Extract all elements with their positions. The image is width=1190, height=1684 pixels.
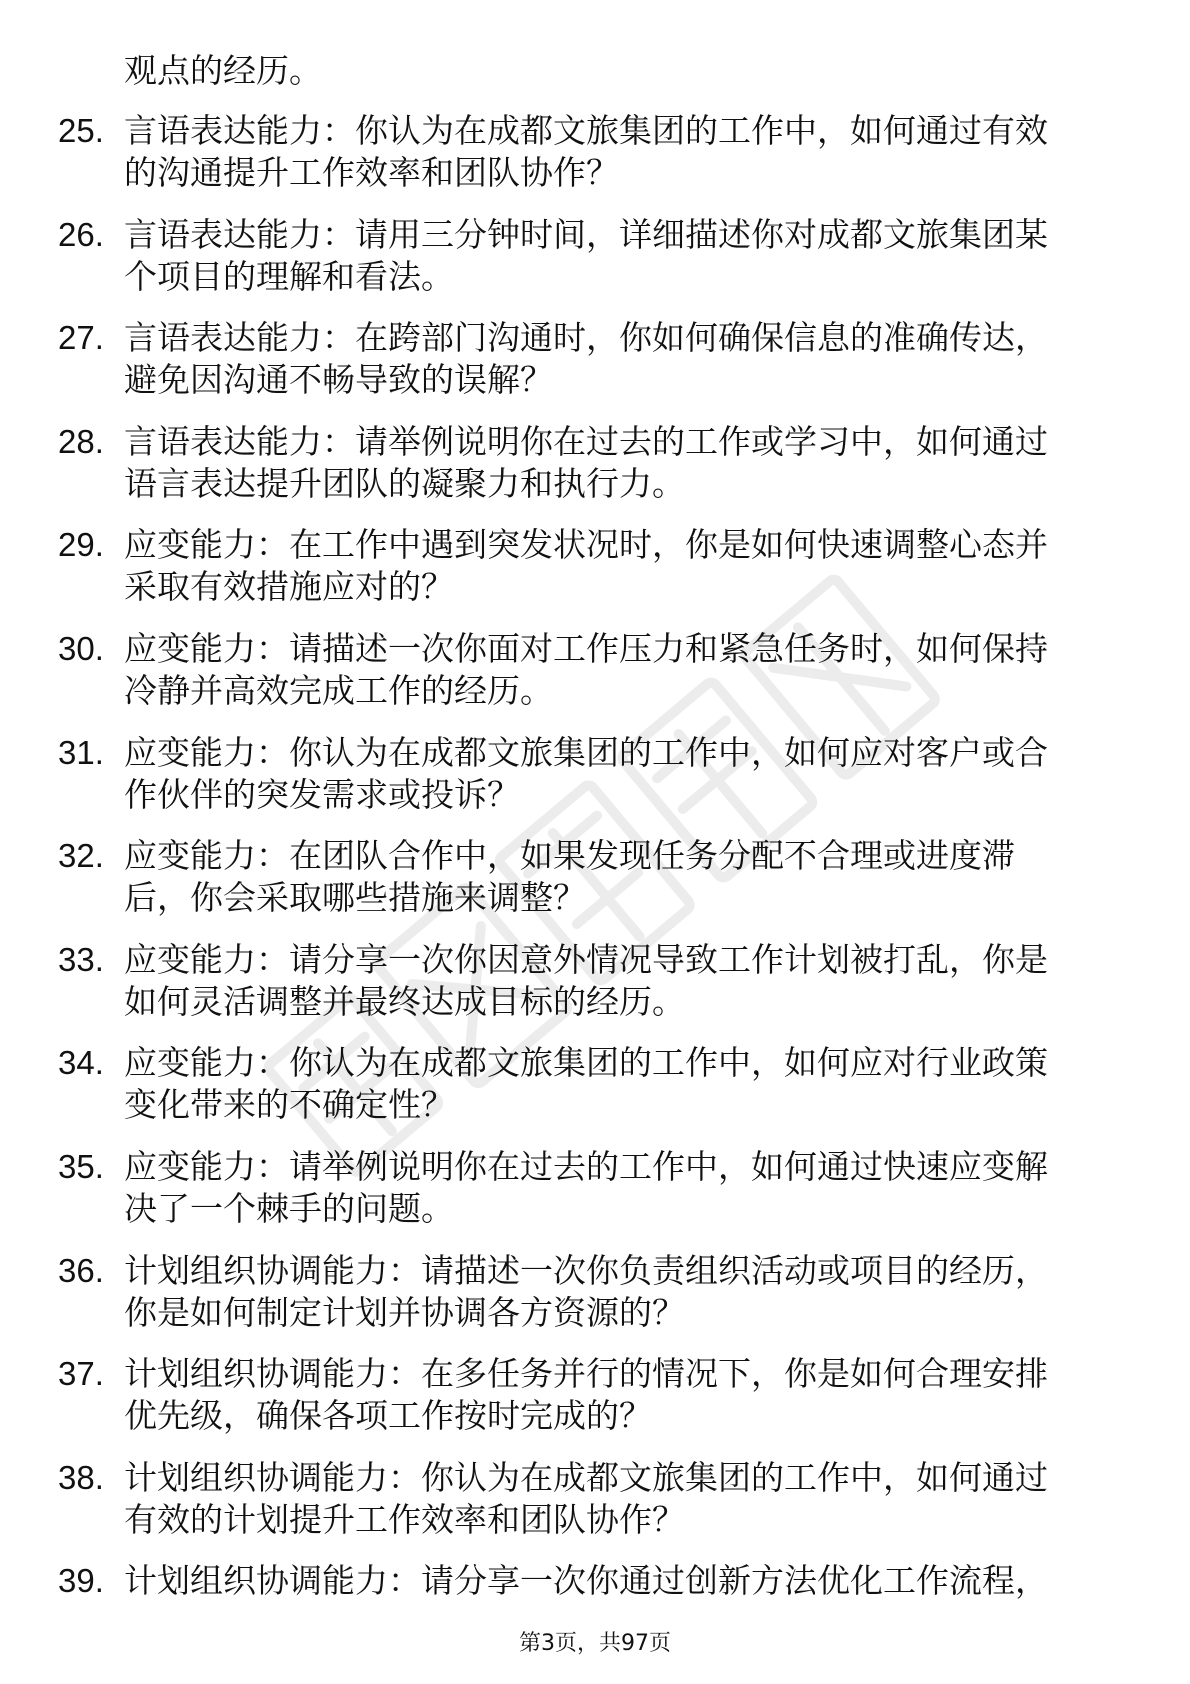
question-item	[0, 732, 1190, 816]
question-item	[0, 1353, 1190, 1437]
question-text-line: 计划组织协调能力：请分享一次你通过创新方法优化工作流程，	[124, 1561, 1048, 1601]
question-text-line: 后，你会采取哪些措施来调整？	[124, 878, 586, 918]
question-text-line: 应变能力：在团队合作中，如果发现任务分配不合理或进度滞	[124, 836, 1015, 876]
question-item	[0, 1042, 1190, 1126]
question-text	[124, 421, 1124, 505]
question-text-line: 作伙伴的突发需求或投诉？	[124, 774, 520, 814]
question-item	[0, 628, 1190, 712]
question-text-line: 应变能力：请描述一次你面对工作压力和紧急任务时，如何保持	[124, 628, 1048, 668]
question-text	[124, 1353, 1124, 1437]
question-number: 31.	[58, 733, 104, 771]
question-number: 34.	[58, 1044, 104, 1082]
question-number: 29.	[58, 526, 104, 564]
question-number: 38.	[58, 1458, 104, 1496]
page-footer: 第3页，共97页	[519, 1631, 671, 1656]
question-text-line: 计划组织协调能力：你认为在成都文旅集团的工作中，如何通过	[124, 1457, 1048, 1497]
question-text-line: 应变能力：你认为在成都文旅集团的工作中，如何应对行业政策	[124, 1043, 1048, 1083]
question-item	[0, 421, 1190, 505]
question-text	[124, 1250, 1124, 1334]
question-number: 25.	[58, 112, 104, 149]
question-text	[124, 628, 1124, 712]
question-text-line: 应变能力：在工作中遇到突发状况时，你是如何快速调整心态并	[124, 525, 1048, 565]
question-item	[0, 939, 1190, 1023]
question-number: 26.	[58, 215, 104, 253]
question-number: 27.	[58, 319, 104, 357]
question-number: 35.	[58, 1147, 104, 1185]
question-text-line: 言语表达能力：你认为在成都文旅集团的工作中，如何通过有效	[124, 111, 1048, 150]
question-number: 32.	[58, 837, 104, 875]
question-text-line: 决了一个棘手的问题。	[124, 1188, 454, 1228]
question-text	[124, 1042, 1124, 1126]
question-text-line: 个项目的理解和看法。	[124, 256, 454, 296]
question-item	[0, 1146, 1190, 1230]
question-number: 36.	[58, 1251, 104, 1289]
question-text-line: 计划组织协调能力：在多任务并行的情况下，你是如何合理安排	[124, 1354, 1048, 1394]
question-text-line: 应变能力：请分享一次你因意外情况导致工作计划被打乱，你是	[124, 939, 1048, 979]
question-item	[0, 1250, 1190, 1334]
question-text	[124, 214, 1124, 298]
question-item	[0, 110, 1190, 194]
question-text	[124, 1146, 1124, 1230]
question-text	[124, 1560, 1124, 1602]
question-text-line: 变化带来的不确定性？	[124, 1085, 454, 1125]
question-text-line: 的沟通提升工作效率和团队协作？	[124, 153, 619, 192]
question-text-line: 应变能力：你认为在成都文旅集团的工作中，如何应对客户或合	[124, 732, 1048, 772]
question-text-line: 避免因沟通不畅导致的误解？	[124, 360, 553, 400]
question-number: 33.	[58, 940, 104, 978]
continuation-text: 观点的经历。	[124, 51, 322, 90]
question-text-line: 冷静并高效完成工作的经历。	[124, 670, 553, 710]
question-text	[124, 317, 1124, 401]
question-text-line: 言语表达能力：请举例说明你在过去的工作或学习中，如何通过	[124, 421, 1048, 461]
question-text-line: 有效的计划提升工作效率和团队协作？	[124, 1499, 685, 1539]
question-item	[0, 835, 1190, 919]
question-number: 28.	[58, 422, 104, 460]
question-item	[0, 524, 1190, 608]
question-text-line: 采取有效措施应对的？	[124, 567, 454, 607]
question-number: 37.	[58, 1355, 104, 1393]
question-text	[124, 524, 1124, 608]
question-text	[124, 110, 1124, 194]
question-text-line: 语言表达提升团队的凝聚力和执行力。	[124, 463, 685, 503]
question-item	[0, 214, 1190, 298]
question-text-line: 言语表达能力：在跨部门沟通时，你如何确保信息的准确传达，	[124, 318, 1048, 358]
question-number: 39.	[58, 1562, 104, 1600]
question-text-line: 应变能力：请举例说明你在过去的工作中，如何通过快速应变解	[124, 1146, 1048, 1186]
question-text-line: 优先级，确保各项工作按时完成的？	[124, 1396, 652, 1436]
question-text-line: 言语表达能力：请用三分钟时间，详细描述你对成都文旅集团某	[124, 214, 1048, 254]
question-text-line: 你是如何制定计划并协调各方资源的？	[124, 1292, 685, 1332]
question-text	[124, 939, 1124, 1023]
question-text	[124, 835, 1124, 919]
question-list	[0, 110, 1190, 1664]
question-item	[0, 317, 1190, 401]
question-item	[0, 1457, 1190, 1541]
question-text-line: 如何灵活调整并最终达成目标的经历。	[124, 981, 685, 1021]
question-text	[124, 732, 1124, 816]
question-text	[124, 1457, 1124, 1541]
question-text-line: 计划组织协调能力：请描述一次你负责组织活动或项目的经历，	[124, 1250, 1048, 1290]
question-number: 30.	[58, 629, 104, 667]
